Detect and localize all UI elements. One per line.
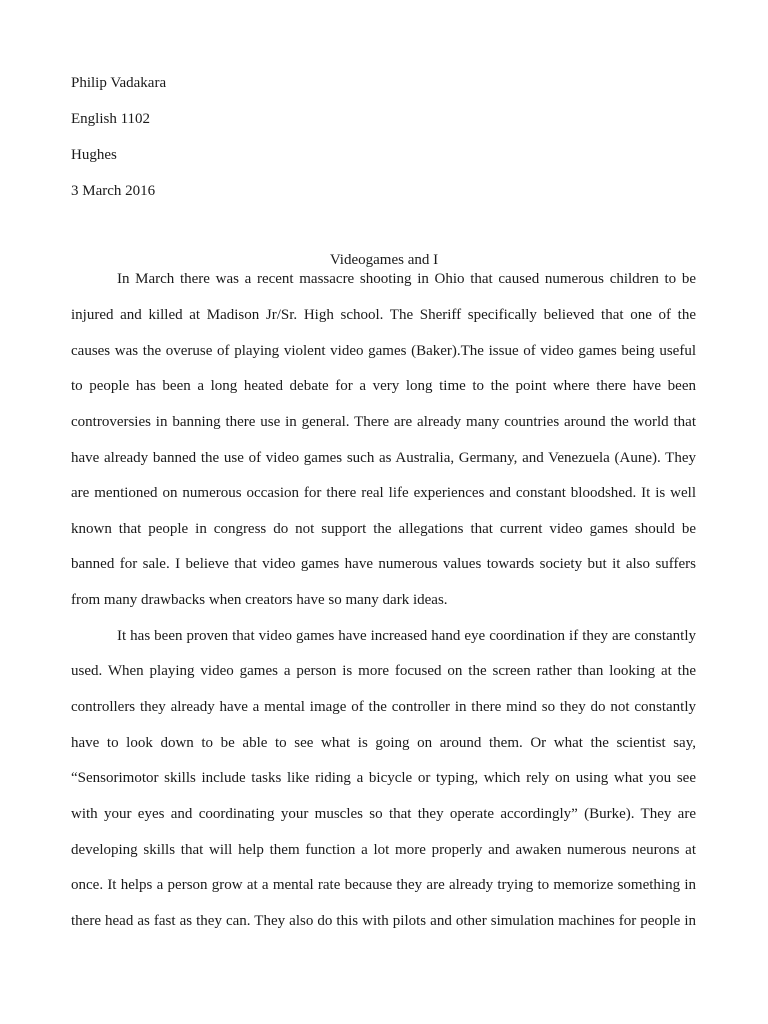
paragraph-1-line: causes was the overuse of playing violent video games (Baker).The issue of video games being useful [71, 343, 696, 359]
instructor-name: Hughes [71, 147, 117, 163]
paragraph-2-line: “Sensorimotor skills include tasks like riding a bicycle or typing, which rely on using what you see [71, 770, 696, 786]
paragraph-1-line: injured and killed at Madison Jr/Sr. High school. The Sheriff specifically believed that one of the [71, 307, 696, 323]
document-date: 3 March 2016 [71, 183, 156, 199]
paragraph-2-line: It has been proven that video games have increased hand eye coordination if they are constantly [117, 628, 696, 644]
paragraph-1-line: known that people in congress do not support the allegations that current video games should be [71, 521, 696, 537]
paragraph-1-line: In March there was a recent massacre shooting in Ohio that caused numerous children to be [117, 271, 696, 287]
paragraph-1-line: are mentioned on numerous occasion for there real life experiences and constant bloodshed. It is well [71, 485, 696, 501]
author-name: Philip Vadakara [71, 75, 167, 91]
paragraph-1-line: have already banned the use of video games such as Australia, Germany, and Venezuela (Aune). They [71, 450, 696, 466]
paragraph-2-line: have to look down to be able to see what is going on around them. Or what the scientist say, [71, 735, 696, 751]
paragraph-1-line: banned for sale. I believe that video games have numerous values towards society but it also suffers [71, 556, 696, 572]
paragraph-2-line: controllers they already have a mental image of the controller in there mind so they do not constantly [71, 699, 696, 715]
paragraph-2-line: once. It helps a person grow at a mental rate because they are already trying to memorize something in [71, 877, 696, 893]
paragraph-2-line: with your eyes and coordinating your muscles so that they operate accordingly” (Burke). They are [71, 806, 696, 822]
paragraph-2-line: there head as fast as they can. They also do this with pilots and other simulation machines for people in [71, 913, 696, 929]
paragraph-1-line: from many drawbacks when creators have so many dark ideas. [71, 592, 448, 608]
paragraph-1-line: to people has been a long heated debate for a very long time to the point where there have been [71, 378, 696, 394]
essay-title: Videogames and I [329, 252, 439, 268]
paragraph-2-line: used. When playing video games a person is more focused on the screen rather than looking at the [71, 663, 696, 679]
paragraph-2-line: developing skills that will help them function a lot more properly and awaken numerous neurons at [71, 842, 696, 858]
course-name: English 1102 [71, 111, 151, 127]
paragraph-1-line: controversies in banning there use in general. There are already many countries around the world that [71, 414, 696, 430]
